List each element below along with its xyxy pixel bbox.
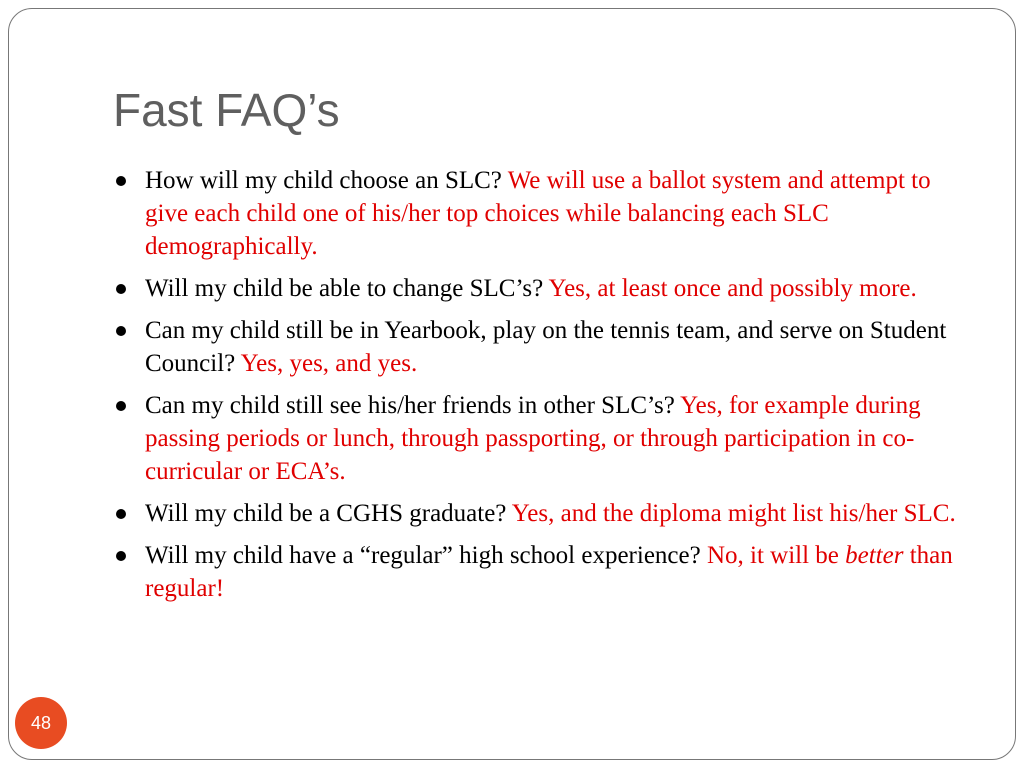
bullet-icon — [116, 551, 126, 561]
faq-item-change-slc — [113, 272, 969, 305]
bullet-icon — [116, 401, 126, 411]
faq-answer: We will use a ballot system and attempt to give each child one of his/her top choices while balancing each SLC demographically. — [145, 167, 931, 260]
faq-answer: Yes, yes, and yes. — [240, 350, 418, 377]
faq-answer-start: No, it will be — [706, 542, 846, 569]
faq-answer-emphasis: better — [845, 542, 904, 569]
faq-answer: Yes, at least once and possibly more. — [548, 275, 917, 302]
faq-answer-end: than regular! — [145, 542, 953, 602]
faq-item-experience — [113, 539, 969, 605]
faq-question: Will my child be a CGHS graduate? — [145, 500, 512, 527]
bullet-icon — [116, 326, 126, 336]
faq-answer: Yes, for example during passing periods or lunch, through passporting, or through participation in co-curricular or ECA’s. — [145, 392, 921, 485]
faq-item-slc-choice — [113, 164, 969, 263]
faq-question: Will my child have a “regular” high school experience? — [145, 542, 707, 569]
bullet-icon — [116, 176, 126, 186]
faq-item-graduate — [113, 497, 969, 530]
faq-answer: Yes, and the diploma might list his/her SLC. — [511, 500, 956, 527]
slide-title: Fast FAQ’s — [113, 84, 340, 136]
bullet-icon — [116, 509, 126, 519]
page-number-badge: 48 — [15, 697, 67, 749]
faq-item-friends — [113, 389, 969, 488]
faq-list — [113, 164, 969, 614]
faq-question: Can my child still be in Yearbook, play on the tennis team, and serve on Student Council? — [145, 317, 947, 377]
faq-question: Will my child be able to change SLC’s? — [145, 275, 549, 302]
bullet-icon — [116, 284, 126, 294]
faq-item-activities — [113, 314, 969, 380]
faq-question: Can my child still see his/her friends in other SLC’s? — [145, 392, 681, 419]
faq-question: How will my child choose an SLC? — [145, 167, 508, 194]
